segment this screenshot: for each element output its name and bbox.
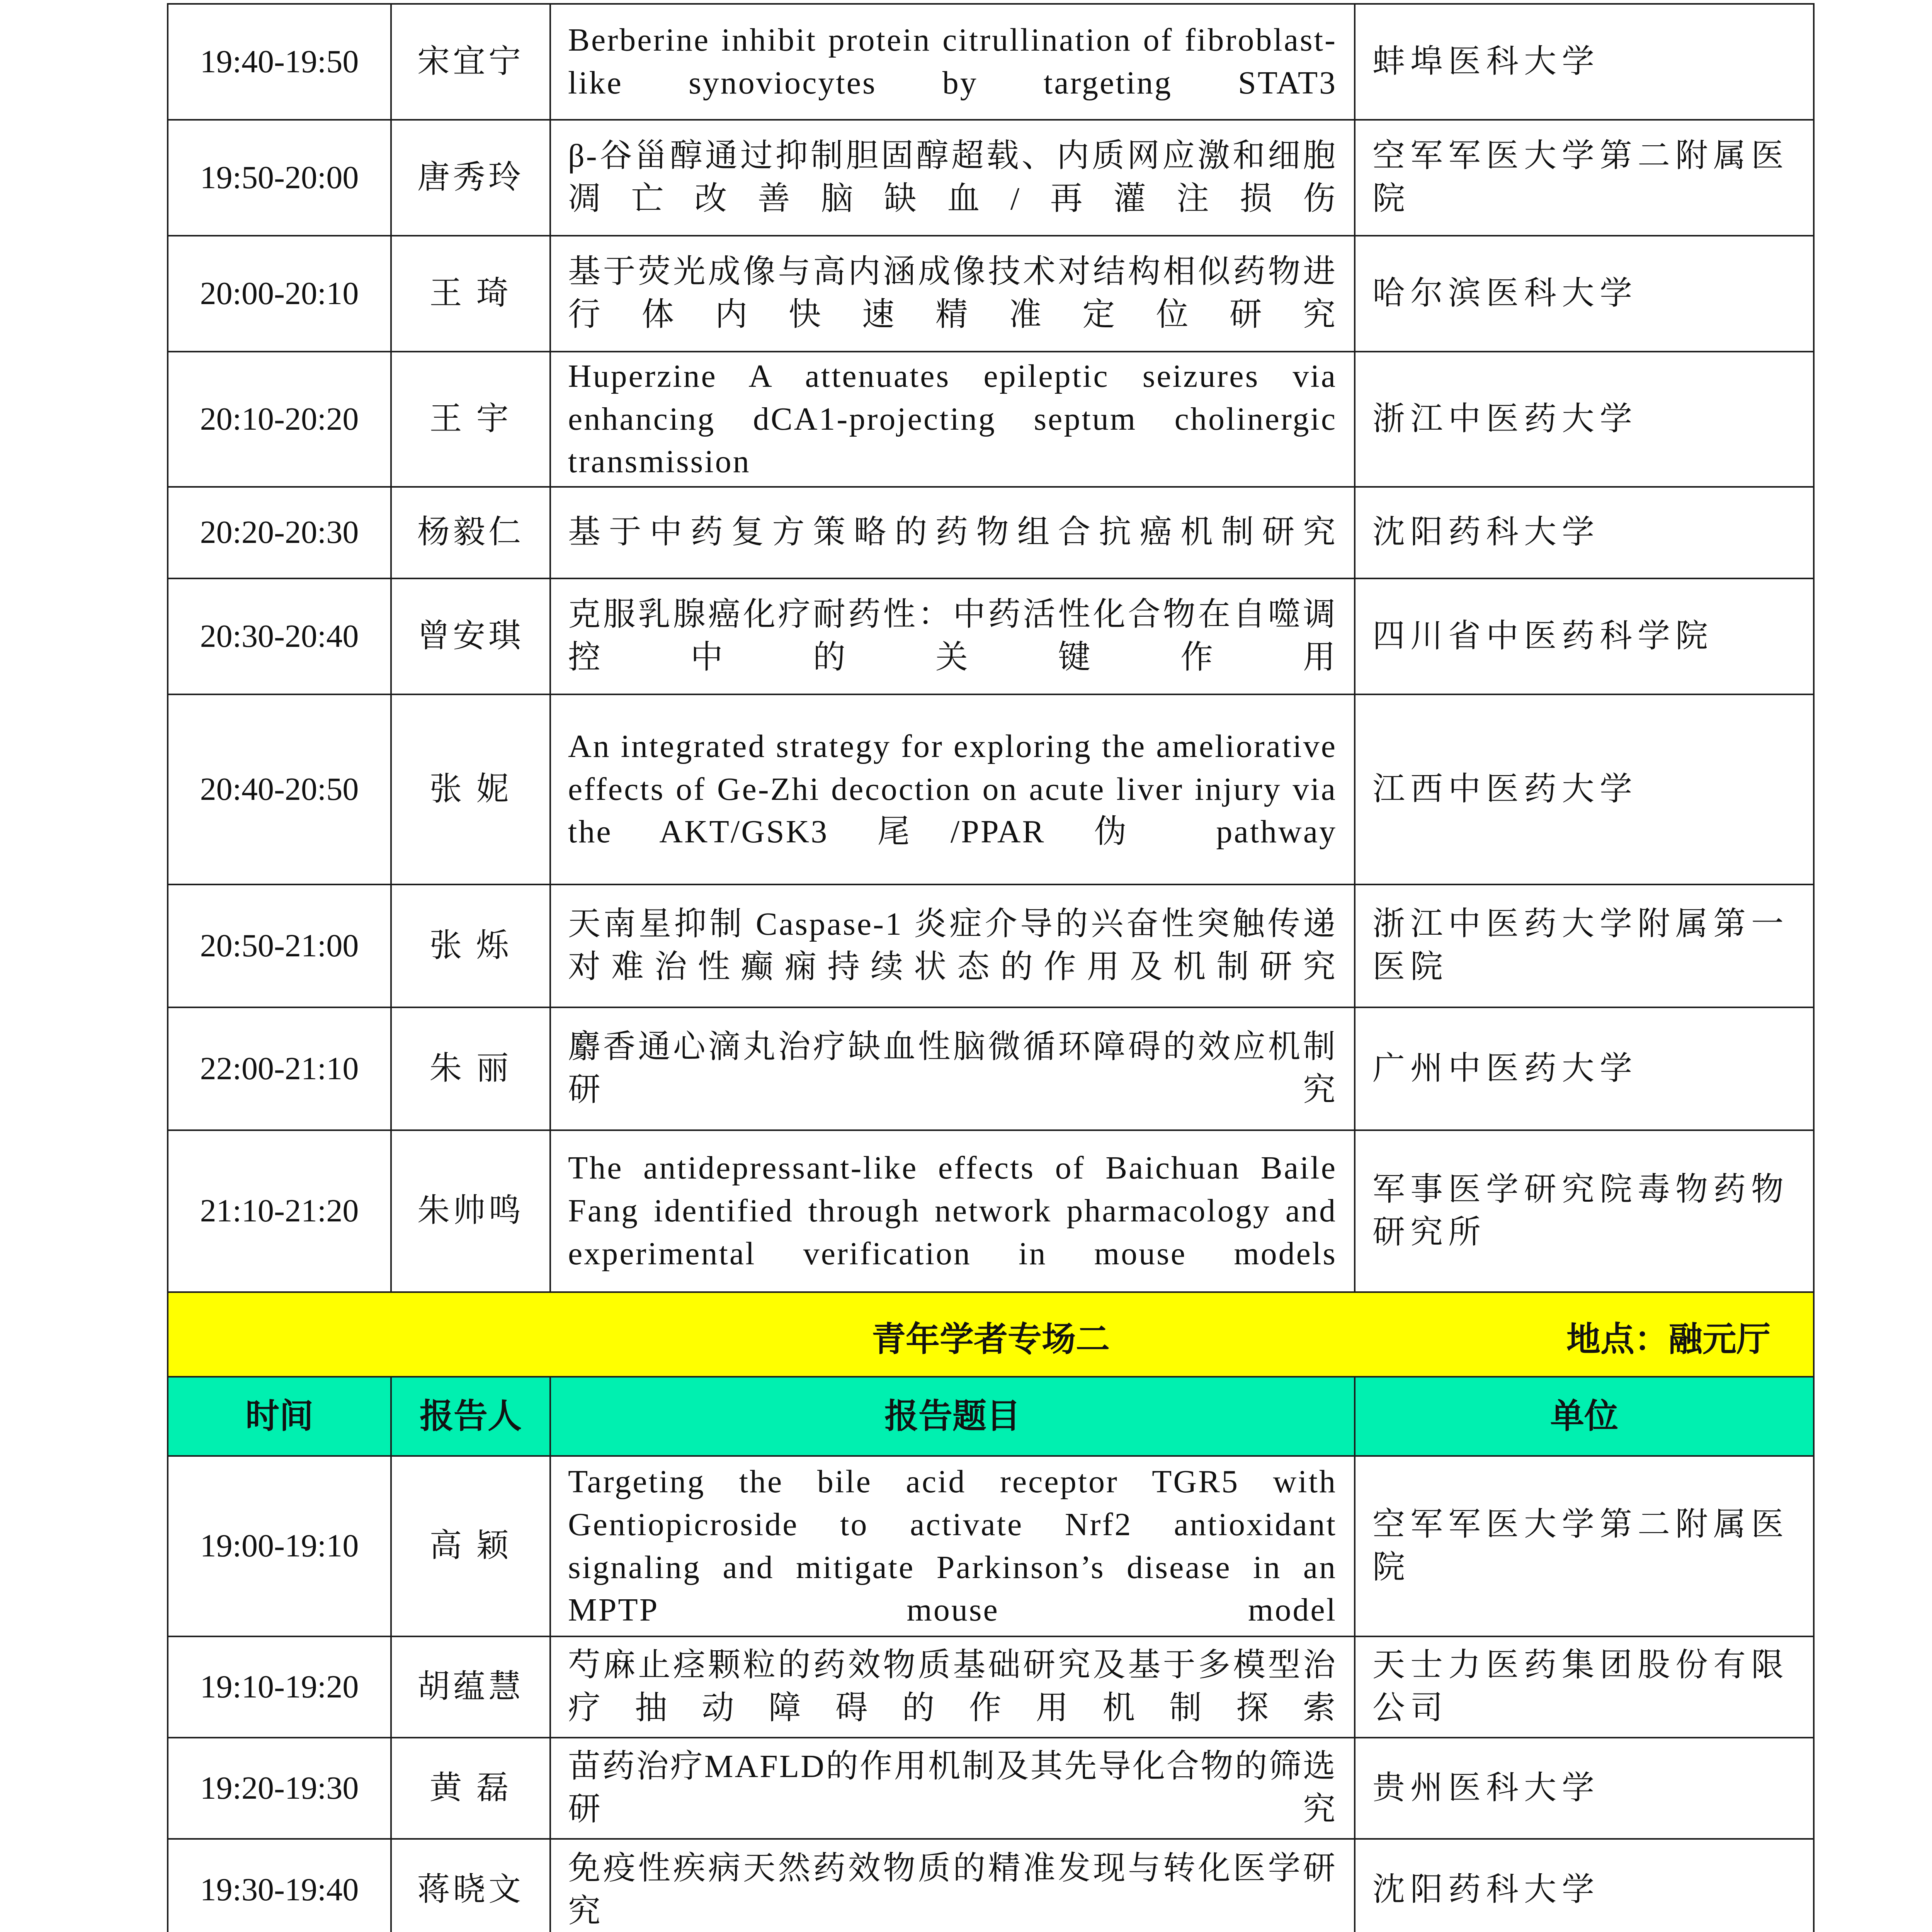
time-cell: 20:00-20:10 <box>168 236 391 352</box>
table-header <box>168 1377 1814 1456</box>
title-cell: Huperzine A attenuates epileptic seizures via enhancing dCA1-projecting septum cholinergic transmission <box>550 352 1355 487</box>
speaker-cell: 黄 磊 <box>391 1738 550 1839</box>
table-row <box>168 1839 1814 1932</box>
time-cell: 19:40-19:50 <box>168 4 391 120</box>
time-cell: 19:10-19:20 <box>168 1636 391 1738</box>
unit-cell: 江西中医药大学 <box>1355 694 1814 884</box>
speaker-cell: 胡蕴慧 <box>391 1636 550 1738</box>
unit-cell: 天士力医药集团股份有限公司 <box>1355 1636 1814 1738</box>
table-row <box>168 578 1814 694</box>
time-cell: 19:50-20:00 <box>168 120 391 236</box>
unit-cell: 浙江中医药大学附属第一医院 <box>1355 884 1814 1007</box>
table-row <box>168 1456 1814 1636</box>
header-unit: 单位 <box>1355 1377 1814 1456</box>
title-cell: The antidepressant-like effects of Baichuan Baile Fang identified through network pharmacology and experimental verification in mouse models <box>550 1130 1355 1292</box>
unit-cell: 沈阳药科大学 <box>1355 1839 1814 1932</box>
time-cell: 19:00-19:10 <box>168 1456 391 1636</box>
table-row <box>168 352 1814 487</box>
speaker-cell: 张 妮 <box>391 694 550 884</box>
table-row <box>168 694 1814 884</box>
time-cell: 20:50-21:00 <box>168 884 391 1007</box>
time-cell: 21:10-21:20 <box>168 1130 391 1292</box>
speaker-cell: 王 琦 <box>391 236 550 352</box>
table-row <box>168 4 1814 120</box>
unit-cell: 浙江中医药大学 <box>1355 352 1814 487</box>
speaker-cell: 高 颖 <box>391 1456 550 1636</box>
unit-cell: 广州中医药大学 <box>1355 1007 1814 1130</box>
title-cell: 基于中药复方策略的药物组合抗癌机制研究 <box>550 487 1355 578</box>
table-row <box>168 487 1814 578</box>
header-speaker: 报告人 <box>391 1377 550 1456</box>
header-time: 时间 <box>168 1377 391 1456</box>
table-row <box>168 1738 1814 1839</box>
header-title: 报告题目 <box>550 1377 1355 1456</box>
speaker-cell: 宋宜宁 <box>391 4 550 120</box>
speaker-cell: 朱 丽 <box>391 1007 550 1130</box>
speaker-cell: 王 宇 <box>391 352 550 487</box>
title-cell: 免疫性疾病天然药效物质的精准发现与转化医学研究 <box>550 1839 1355 1932</box>
session-banner-cell <box>168 1292 1814 1377</box>
title-cell: β-谷甾醇通过抑制胆固醇超载、内质网应激和细胞凋亡改善脑缺血/再灌注损伤 <box>550 120 1355 236</box>
unit-cell: 四川省中医药科学院 <box>1355 578 1814 694</box>
title-cell: Berberine inhibit protein citrullination of fibroblast-like synoviocytes by targeting STAT3 <box>550 4 1355 120</box>
session-venue: 地点：融元厅 <box>1566 1319 1770 1359</box>
title-cell: 麝香通心滴丸治疗缺血性脑微循环障碍的效应机制研究 <box>550 1007 1355 1130</box>
table-row <box>168 236 1814 352</box>
speaker-cell: 唐秀玲 <box>391 120 550 236</box>
unit-cell: 哈尔滨医科大学 <box>1355 236 1814 352</box>
table-row <box>168 884 1814 1007</box>
time-cell: 20:40-20:50 <box>168 694 391 884</box>
title-cell: An integrated strategy for exploring the ameliorative effects of Ge-Zhi decoction on acute liver injury via the AKT/GSK3 尾/PPAR 伪 pathway <box>550 694 1355 884</box>
title-cell: 天南星抑制 Caspase-1 炎症介导的兴奋性突触传递对难治性癫痫持续状态的作用及机制研究 <box>550 884 1355 1007</box>
unit-cell: 蚌埠医科大学 <box>1355 4 1814 120</box>
title-cell: 芍麻止痉颗粒的药效物质基础研究及基于多模型治疗抽动障碍的作用机制探索 <box>550 1636 1355 1738</box>
schedule-table <box>167 3 1815 1932</box>
unit-cell: 军事医学研究院毒物药物研究所 <box>1355 1130 1814 1292</box>
unit-cell: 空军军医大学第二附属医院 <box>1355 1456 1814 1636</box>
table-row <box>168 1636 1814 1738</box>
speaker-cell: 朱帅鸣 <box>391 1130 550 1292</box>
time-cell: 22:00-21:10 <box>168 1007 391 1130</box>
speaker-cell: 张 烁 <box>391 884 550 1007</box>
title-cell: 克服乳腺癌化疗耐药性：中药活性化合物在自噬调控中的关键作用 <box>550 578 1355 694</box>
title-cell: 苗药治疗MAFLD的作用机制及其先导化合物的筛选研究 <box>550 1738 1355 1839</box>
speaker-cell: 曾安琪 <box>391 578 550 694</box>
table-row <box>168 1130 1814 1292</box>
unit-cell: 空军军医大学第二附属医院 <box>1355 120 1814 236</box>
unit-cell: 沈阳药科大学 <box>1355 487 1814 578</box>
unit-cell: 贵州医科大学 <box>1355 1738 1814 1839</box>
time-cell: 20:20-20:30 <box>168 487 391 578</box>
speaker-cell: 蒋晓文 <box>391 1839 550 1932</box>
time-cell: 19:20-19:30 <box>168 1738 391 1839</box>
time-cell: 19:30-19:40 <box>168 1839 391 1932</box>
title-cell: 基于荧光成像与高内涵成像技术对结构相似药物进行体内快速精准定位研究 <box>550 236 1355 352</box>
speaker-cell: 杨毅仁 <box>391 487 550 578</box>
title-cell: Targeting the bile acid receptor TGR5 with Gentiopicroside to activate Nrf2 antioxidant signaling and mitigate Parkinson’s disease in an MPTP mouse model <box>550 1456 1355 1636</box>
table-row <box>168 120 1814 236</box>
session-banner <box>168 1292 1814 1377</box>
table-row <box>168 1007 1814 1130</box>
time-cell: 20:10-20:20 <box>168 352 391 487</box>
session-title: 青年学者专场二 <box>871 1319 1110 1359</box>
time-cell: 20:30-20:40 <box>168 578 391 694</box>
